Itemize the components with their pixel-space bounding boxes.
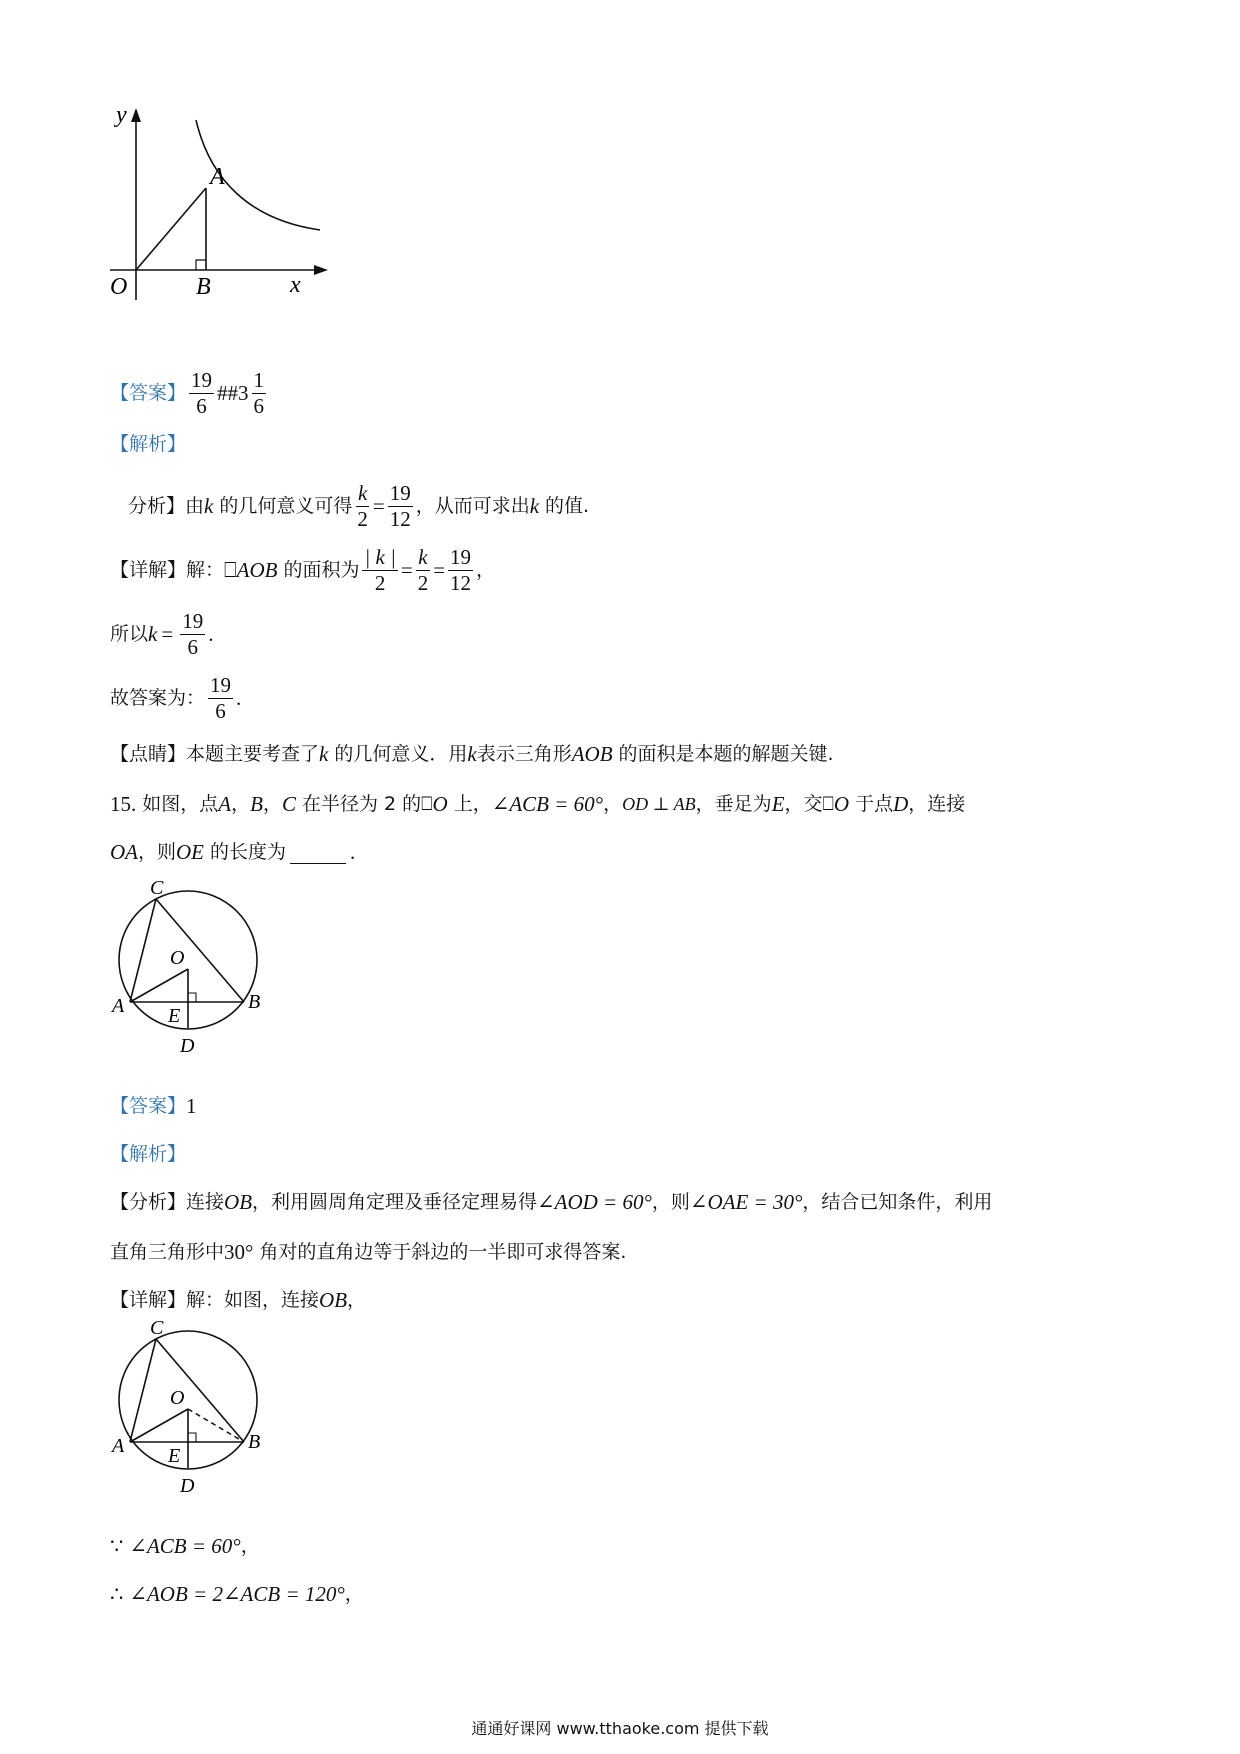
label-c: C bbox=[150, 880, 164, 899]
label-b: B bbox=[248, 991, 261, 1013]
label-a: A bbox=[210, 164, 225, 190]
circle-figure-1 bbox=[100, 880, 280, 1060]
label-b: B bbox=[248, 1431, 261, 1453]
hyperbola-figure bbox=[100, 100, 340, 340]
right-angle-mark bbox=[188, 1433, 196, 1442]
because-symbol: ∵ bbox=[110, 1534, 124, 1558]
label-y: y bbox=[116, 102, 127, 128]
because-line: ∵ ∠ACB = 60° ， bbox=[110, 1534, 260, 1558]
q14-answer-line bbox=[110, 368, 269, 418]
circle-figure-2 bbox=[100, 1320, 280, 1500]
q14-xiangjie-line: 【详解】 解： ⎕ AOB 的面积为 $\frac{| k |}{2}$ = $\frac{k}{2}$ = $\frac{19}{12}$ ， bbox=[110, 544, 496, 595]
label-d: D bbox=[180, 1035, 195, 1057]
answer-tag: 【答案】 bbox=[110, 382, 187, 404]
label-x: x bbox=[290, 272, 301, 298]
q14-suoyi-line: 所以 k = $\frac{19}{6}$ . bbox=[110, 608, 214, 659]
label-b: B bbox=[196, 274, 211, 300]
segment-ca bbox=[130, 899, 156, 1002]
therefore-symbol: ∴ bbox=[110, 1582, 124, 1606]
footer-text: 通通好课网 www.tthaoke.com 提供下载 bbox=[471, 1719, 769, 1738]
answer-separator: ##3 bbox=[217, 381, 249, 405]
therefore-line: ∴ ∠AOB = 2∠ACB = 120° ， bbox=[110, 1582, 364, 1606]
label-a: A bbox=[112, 995, 125, 1017]
q15-fenxi-line-2: 直角三角形中 30° 角对的直角边等于斜边的一半即可求得答案. bbox=[110, 1240, 627, 1264]
q15-question-line-2: OA ，则 OE 的长度为 . bbox=[110, 840, 356, 864]
label-o: O bbox=[170, 947, 185, 969]
analysis-tag: 【解析】 bbox=[110, 433, 187, 455]
label-o: O bbox=[170, 1387, 185, 1409]
answer-blank bbox=[290, 841, 346, 864]
q15-xiangjie-line: 【详解】 解：如图，连接 OB ， bbox=[110, 1288, 367, 1312]
q14-analysis-tag-line bbox=[110, 430, 186, 458]
y-axis-arrow bbox=[131, 108, 141, 122]
segment-ca bbox=[130, 1339, 156, 1442]
label-e: E bbox=[168, 1005, 181, 1027]
label-a: A bbox=[112, 1435, 125, 1457]
q15-analysis-tag-line: 【解析】 bbox=[110, 1143, 187, 1165]
label-c: C bbox=[150, 1320, 164, 1339]
right-angle-mark bbox=[196, 260, 206, 270]
answer-fraction: $\frac{19}{6}$ bbox=[191, 367, 213, 418]
x-axis-arrow bbox=[314, 265, 328, 275]
segment-oa bbox=[130, 969, 188, 1002]
q14-gudaan-line: 故答案为： $\frac{19}{6}$ . bbox=[110, 672, 242, 723]
label-e: E bbox=[168, 1445, 181, 1467]
q14-fenxi-line: 分析】由 k 的几何意义可得 $\frac{k}{2}$ = $\frac{19}{12}$ ，从而可求出 k 的值. bbox=[128, 480, 590, 531]
answer-mixed-fraction: $\frac{1}{6}$ bbox=[253, 367, 265, 418]
q15-answer-line: 【答案】 1 bbox=[110, 1094, 197, 1118]
segment-oa bbox=[130, 1409, 188, 1442]
segment-oa bbox=[136, 188, 206, 270]
q14-dianjing-line: 【点睛】 本题主要考查了 k 的几何意义．用 k 表示三角形 AOB 的面积是本题的解题关键. bbox=[110, 742, 834, 766]
right-angle-mark bbox=[188, 993, 196, 1002]
q15-answer-value: 1 bbox=[186, 1094, 197, 1118]
label-o: O bbox=[110, 274, 128, 300]
label-d: D bbox=[180, 1475, 195, 1497]
q15-question-line-1: 15. 如图，点 A ， B ， C 在半径为 2 的⎕ O 上， ∠ACB = 60° ， OD ⊥ AB ，垂足为 E ，交⎕ O 于点 D ，连接 bbox=[110, 792, 966, 816]
q15-fenxi-line-1: 【分析】 连接 OB ，利用圆周角定理及垂径定理易得 ∠AOD = 60° ，则 ∠OAE = 30° ，结合已知条件，利用 bbox=[110, 1190, 993, 1214]
